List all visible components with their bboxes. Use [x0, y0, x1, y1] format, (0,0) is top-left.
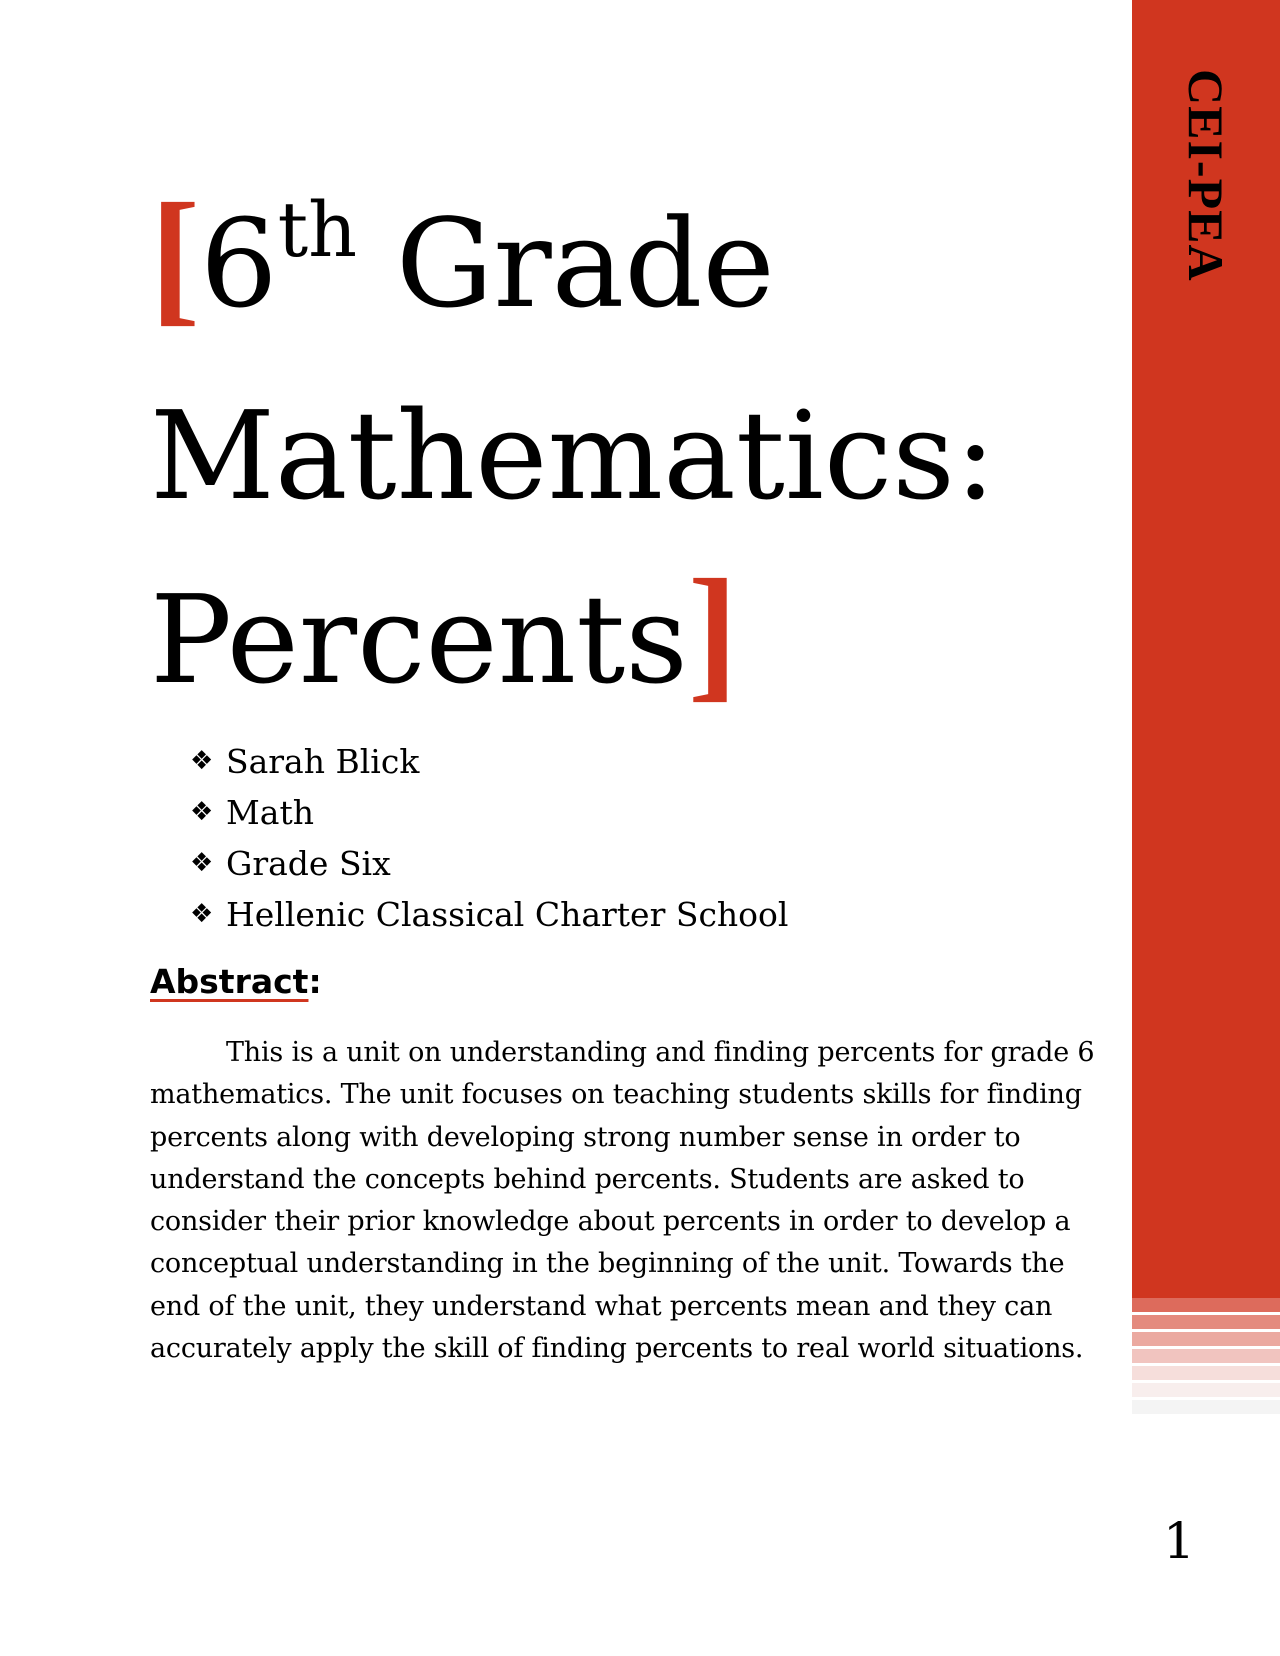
title-close-bracket: ]	[687, 549, 738, 715]
abstract-heading	[150, 962, 322, 1001]
page-number: 1	[1163, 1512, 1195, 1570]
meta-subject: Math	[226, 793, 314, 832]
meta-list	[190, 736, 788, 940]
title-number: 6	[199, 193, 278, 335]
fade-strip	[1132, 1332, 1280, 1346]
list-item	[190, 838, 788, 889]
fade-strip	[1132, 1349, 1280, 1363]
meta-grade: Grade Six	[226, 844, 391, 883]
fade-strip	[1132, 1298, 1280, 1312]
four-diamond-icon: ❖	[190, 746, 214, 776]
title-line1-rest: Grade	[357, 193, 775, 335]
title-line2: Mathematics:	[150, 385, 996, 527]
abstract-heading-colon: :	[308, 962, 322, 1001]
fade-strip	[1132, 1400, 1280, 1414]
four-diamond-icon: ❖	[190, 899, 214, 929]
sidebar-fade	[1132, 1298, 1280, 1416]
meta-school: Hellenic Classical Charter School	[226, 895, 789, 934]
title-superscript: th	[277, 185, 358, 274]
fade-strip	[1132, 1366, 1280, 1380]
abstract-body: This is a unit on understanding and finding percents for grade 6 mathematics. The unit focuses on teaching students skills for finding percents along with developing strong number sense in order to understand the concepts behind percents. Students are asked to consider their prior knowledge about percents in order to develop a conceptual understanding in the beginning of the unit. Towards the end of the unit, they understand what percents mean and they can accurately apply the skill of finding percents to real world situations.	[150, 1037, 1095, 1365]
title-line3: Percents	[150, 569, 688, 711]
fade-strip	[1132, 1315, 1280, 1329]
fade-strip	[1132, 1383, 1280, 1397]
meta-author: Sarah Blick	[226, 742, 420, 781]
page-title	[150, 168, 1110, 728]
title-open-bracket: [	[150, 173, 200, 339]
four-diamond-icon: ❖	[190, 848, 214, 878]
sidebar-label-text: CEI-PEA	[1178, 68, 1234, 282]
list-item	[190, 736, 788, 787]
list-item	[190, 787, 788, 838]
sidebar-label	[1132, 60, 1280, 290]
list-item	[190, 889, 788, 940]
abstract-heading-word: Abstract	[150, 962, 309, 1001]
four-diamond-icon: ❖	[190, 797, 214, 827]
